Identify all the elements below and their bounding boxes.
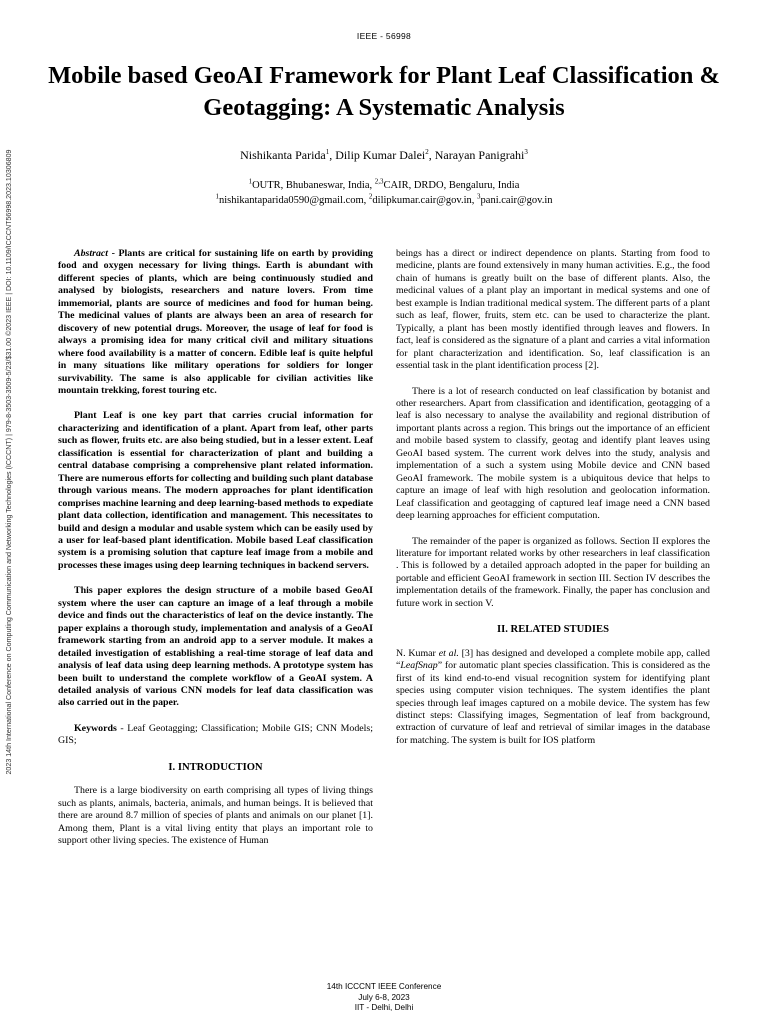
email-text: nishikantaparida0590@gmail.com, (218, 195, 369, 206)
affil-text: OUTR, Bhubaneswar, India, (252, 180, 375, 191)
email-sup: 1 (215, 192, 219, 201)
email-line (0, 193, 768, 208)
abstract-label: Abstract (74, 248, 109, 259)
abstract-text: Plants are critical for sustaining life on earth by providing food and oxygen necessary for living things. Earth is abundant with different species of plants, which are being continuously studied and analysed by biologists, researchers and nature lovers. From time immemorial, plants are source of medicines and food for human being. The medicinal values of plants are always been an area of research for discovery of new potential drugs. Moreover, the usage of leaf for food is always a promising idea for many critical civil and military situations where food availability is a matter of concern. Edible leaf is quite helpful in many situations like military operations for soldiers for longer survivability. The same is also applicable for civilian activities like mountain trekking, forest touring etc. (58, 248, 373, 396)
body-paragraph: There is a large biodiversity on earth comprising all types of living things such as plants, animals, bacteria, animals, and human beings. It is believed that there are around 8.7 million of species of plants and animals on our planet [1]. Among them, Plant is a vital living entity that plays an important role to support other living species. The existence of Human (58, 785, 373, 847)
abstract-paragraph (58, 248, 373, 397)
body-paragraph: There is a lot of research conducted on leaf classification by botanist and other researchers. Apart from classification and identification, geotagging of a leaf is also necessary to analyse the availability and regional distribution of important plants across a region. This brings out the importance of an efficient and mobile based system to classify, geotag and identify plant leaves using GeoAI based system. The current work delves into the study, analysis and implementation of a such a system using Mobile device and CNN based GeoAI framework. The mobile system is a ubiquitous device that helps to capture an image of leaf with high resolution and geolocation information. Leaf classification and geotagging of captured leaf image need a CNN based deep learning approaches for efficient computation. (396, 385, 710, 522)
conference-code: IEEE - 56998 (356, 31, 412, 41)
right-column (396, 248, 710, 747)
section-heading-related-studies: II. RELATED STUDIES (497, 624, 609, 636)
keywords-label: Keywords (74, 722, 117, 734)
copyright-sidebar: 2023 14th International Conference on Computing Communication and Networking Technologies (ICCCNT) | 979-8-3503-3509-5/23/$31.00 ©2023 IEEE | DOI: 10.1109/ICCCNT56998.2023.10306809 (5, 149, 13, 775)
affiliation-line (0, 178, 768, 193)
section-heading-introduction: I. INTRODUCTION (168, 761, 263, 773)
left-column (58, 248, 373, 847)
related-text: [3] has designed and developed a complete mobile app, called “ (396, 647, 710, 672)
footer-line: IIT - Delhi, Delhi (354, 1003, 414, 1012)
abstract-sep: - (108, 248, 119, 259)
keywords-text: - Leaf Geotagging; Classification; Mobile GIS; CNN Models; GIS; (58, 722, 373, 747)
email-sup: 3 (477, 192, 481, 201)
email-sup: 2 (368, 192, 373, 201)
related-text: ” for automatic plant species classification. This is considered as the first of its kind end-to-end visual recognition system for identifying plant species using computer vision techniques. The system identifies the plant species through leaf images captured on a mobile device. The system has few distinct steps: Classifying images, Segmentation of leaf from background, extraction of curvature of leaf and retrieval of similar images in the database for matching. The system is built for IOS platform (396, 660, 710, 746)
paper-title: Mobile based GeoAI Framework for Plant Leaf Classification & Geotagging: A Systematic Analysis (48, 62, 720, 121)
footer-line: July 6-8, 2023 (358, 992, 410, 1002)
author-name: Dilip Kumar Dalei (335, 148, 426, 162)
related-text: N. Kumar (396, 647, 439, 659)
email-text: dilipkumar.cair@gov.in, (372, 195, 478, 206)
conference-footer (0, 982, 768, 1014)
author-sup: 1 (325, 148, 330, 156)
body-paragraph: beings has a direct or indirect dependence on plants. Starting from food to medicine, plants are found extensively in many human activities. E.g., the food chain of humans is greatly built on the base of different plants. Also, the medicinal values of a plant play an important in medical systems and one of best example is Indian traditional medical system. The different parts of a plant such as leaf, flower, fruits, stem etc. can be used to characterize the plant. Typically, a plant has been mostly identified through leaves and flowers. In fact, leaf is considered as the signature of a plant and carries a vital information for plant characterization and identification. So, leaf classification is an essential task in the plant identification process [2]. (396, 248, 710, 372)
footer-line: 14th ICCCNT IEEE Conference (326, 982, 442, 991)
email-text: pani.cair@gov.in (480, 195, 553, 206)
abstract-paragraph: This paper explores the design structure of a mobile based GeoAI system where the user can capture an image of a leaf through a mobile device and finds out the characteristics of leaf on the device instantly. The paper explains a thorough study, implementation and analysis of a GeoAI framework starting from an android app to a server module. It makes a detailed investigation of establishing a real-time storage of leaf data and analysis of leaf data using deep learning methods. A prototype system has been built to understand the complete workflow of a GeoAI system. A detailed analysis of various CNN models for leaf data classification was also carried out in the paper. (58, 585, 373, 709)
author-sup: 3 (524, 148, 528, 156)
body-paragraph (396, 648, 710, 748)
author-name: Nishikanta Parida (240, 148, 326, 162)
author-sup: 2 (425, 148, 429, 156)
body-paragraph: The remainder of the paper is organized as follows. Section II explores the literature for important related works by other researchers in leaf classification . This is followed by a detailed approach adopted in the paper for building an portable and efficient GeoAI framework in section III. Section IV describes the implementation details of the framework. Finally, the paper has conclusion and future work in section V. (396, 535, 710, 609)
affiliations (0, 178, 768, 208)
affil-text: CAIR, DRDO, Bengaluru, India (383, 180, 520, 191)
related-etal: et al. (438, 647, 459, 659)
app-name: LeafSnap (400, 660, 438, 672)
author-name: Narayan Panigrahi (434, 148, 525, 162)
author-list: Nishikanta Parida$^1$, Dilip Kumar Dalei$^2$, Narayan Panigrahi$^3$ (240, 148, 528, 162)
affil-sup: 1 (248, 177, 253, 186)
keywords (58, 723, 373, 748)
affil-sup: 2,3 (374, 177, 384, 186)
abstract-paragraph: Plant Leaf is one key part that carries crucial information for characterizing and identification of a plant. Apart from leaf, other parts such as flower, fruits etc. are also being studied, but in a lesser extent. Leaf classification is essential for characterization of plant and building a central database comprising a comprehensive plant related information. There are numerous efforts for collecting and building such plant database through various means. The modern approaches for plant identification comprises machine learning and deep learning-based methods to expediate plant data collection, identification and management. This necessitates to build and design a modular and usable system which can be easily used by a user for leaf-based plant identification. Mobile based Leaf classification system is a promising solution that capture leaf image from a mobile and processes these images using deep learning techniques in backend servers. (58, 410, 373, 571)
